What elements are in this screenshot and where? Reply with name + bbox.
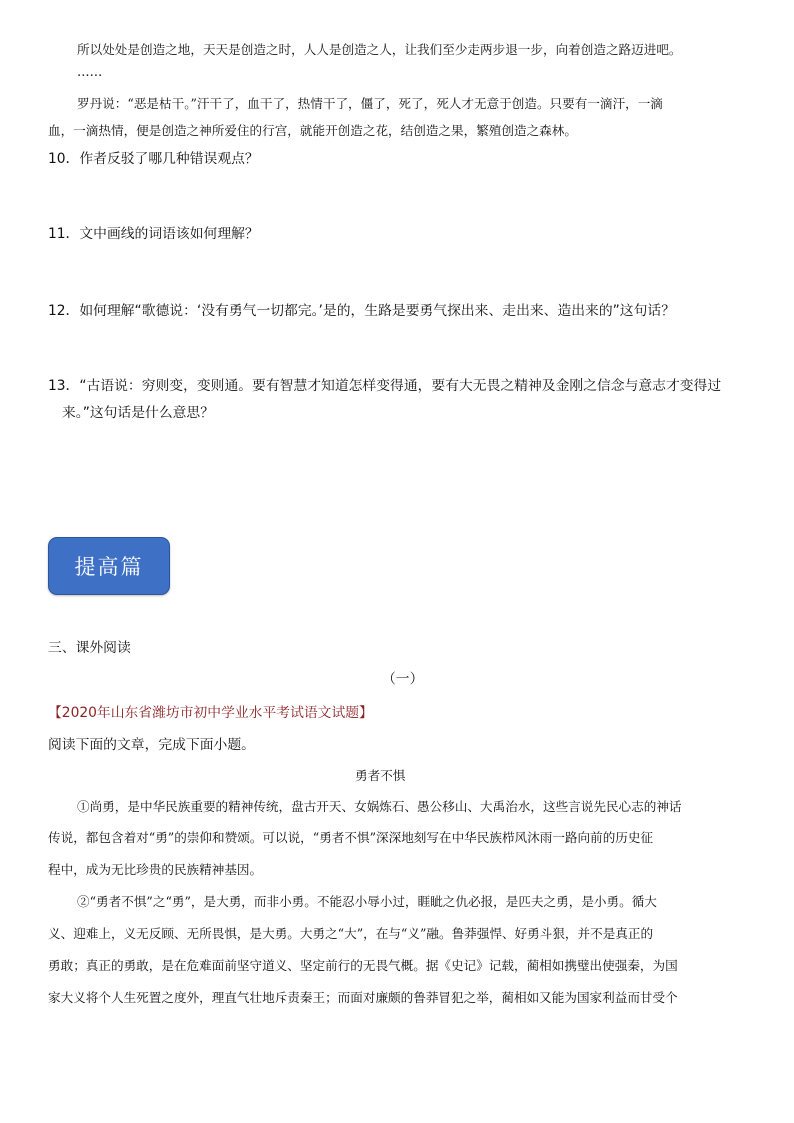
article-line: 程中，成为无比珍贵的民族精神基因。 bbox=[48, 862, 263, 877]
question-11: 11．文中画线的词语该如何理解？ bbox=[48, 226, 259, 242]
passage-line: 血，一滴热情，便是创造之神所爱住的行宫，就能开创造之花，结创造之果，繁殖创造之森林。 bbox=[48, 123, 577, 138]
source-line: 【2020年山东省潍坊市初中学业水平考试语文试题】 bbox=[48, 705, 373, 721]
article-line: ②“勇者不惧”之“勇”，是大勇，而非小勇。不能忍小辱小过，睚眦之仇必报，是匹夫之勇，是小勇。循大 bbox=[77, 894, 657, 909]
article-line: 家大义将个人生死置之度外，理直气壮地斥责秦王；而面对廉颇的鲁莽冒犯之举，蔺相如又能为国家利益而甘受个 bbox=[48, 990, 678, 1005]
section-badge-label: 提高篇 bbox=[74, 555, 144, 579]
article-title: 勇者不惧 bbox=[355, 768, 406, 783]
passage-line: 罗丹说：“恶是枯干。”汗干了，血干了，热情干了，僵了，死了，死人才无意于创造。只要有一滴汗，一滴 bbox=[77, 96, 663, 111]
article-line: 义、迎难上，义无反顾、无所畏惧，是大勇。大勇之“大”，在与“义”融。鲁莽强悍、好勇斗狠，并不是真正的 bbox=[48, 926, 654, 941]
part-number: （一） bbox=[382, 671, 424, 687]
question-13-continued: 来。”这句话是什么意思？ bbox=[62, 405, 215, 421]
section-heading: 三、课外阅读 bbox=[48, 640, 131, 656]
passage-ellipsis: …… bbox=[77, 64, 103, 79]
question-10: 10．作者反驳了哪几种错误观点？ bbox=[48, 151, 259, 167]
question-12: 12．如何理解“歌德说：‘没有勇气一切都完。’是的，生路是要勇气探出来、走出来、造出来的”这句话？ bbox=[48, 303, 675, 319]
passage-line: 所以处处是创造之地，天天是创造之时，人人是创造之人，让我们至少走两步退一步，向着创造之路迈进吧。 bbox=[77, 42, 682, 57]
question-13: 13．“古语说：穷则变，变则通。要有智慧才知道怎样变得通，要有大无畏之精神及金刚之信念与意志才变得过 bbox=[48, 378, 722, 394]
article-line: 勇敢；真正的勇敢，是在危难面前坚守道义、坚定前行的无畏气概。据《史记》记载，蔺相如携璧出使强秦，为国 bbox=[48, 958, 678, 973]
instruction: 阅读下面的文章，完成下面小题。 bbox=[48, 737, 255, 753]
article-line: ①尚勇，是中华民族重要的精神传统，盘古开天、女娲炼石、愚公移山、大禹治水，这些言说先民心志的神话 bbox=[77, 799, 682, 814]
article-line: 传说，都包含着对“勇”的崇仰和赞颂。可以说，“勇者不惧”深深地刻写在中华民族栉风沐雨一路向前的历史征 bbox=[48, 830, 654, 845]
section-badge bbox=[48, 537, 170, 595]
